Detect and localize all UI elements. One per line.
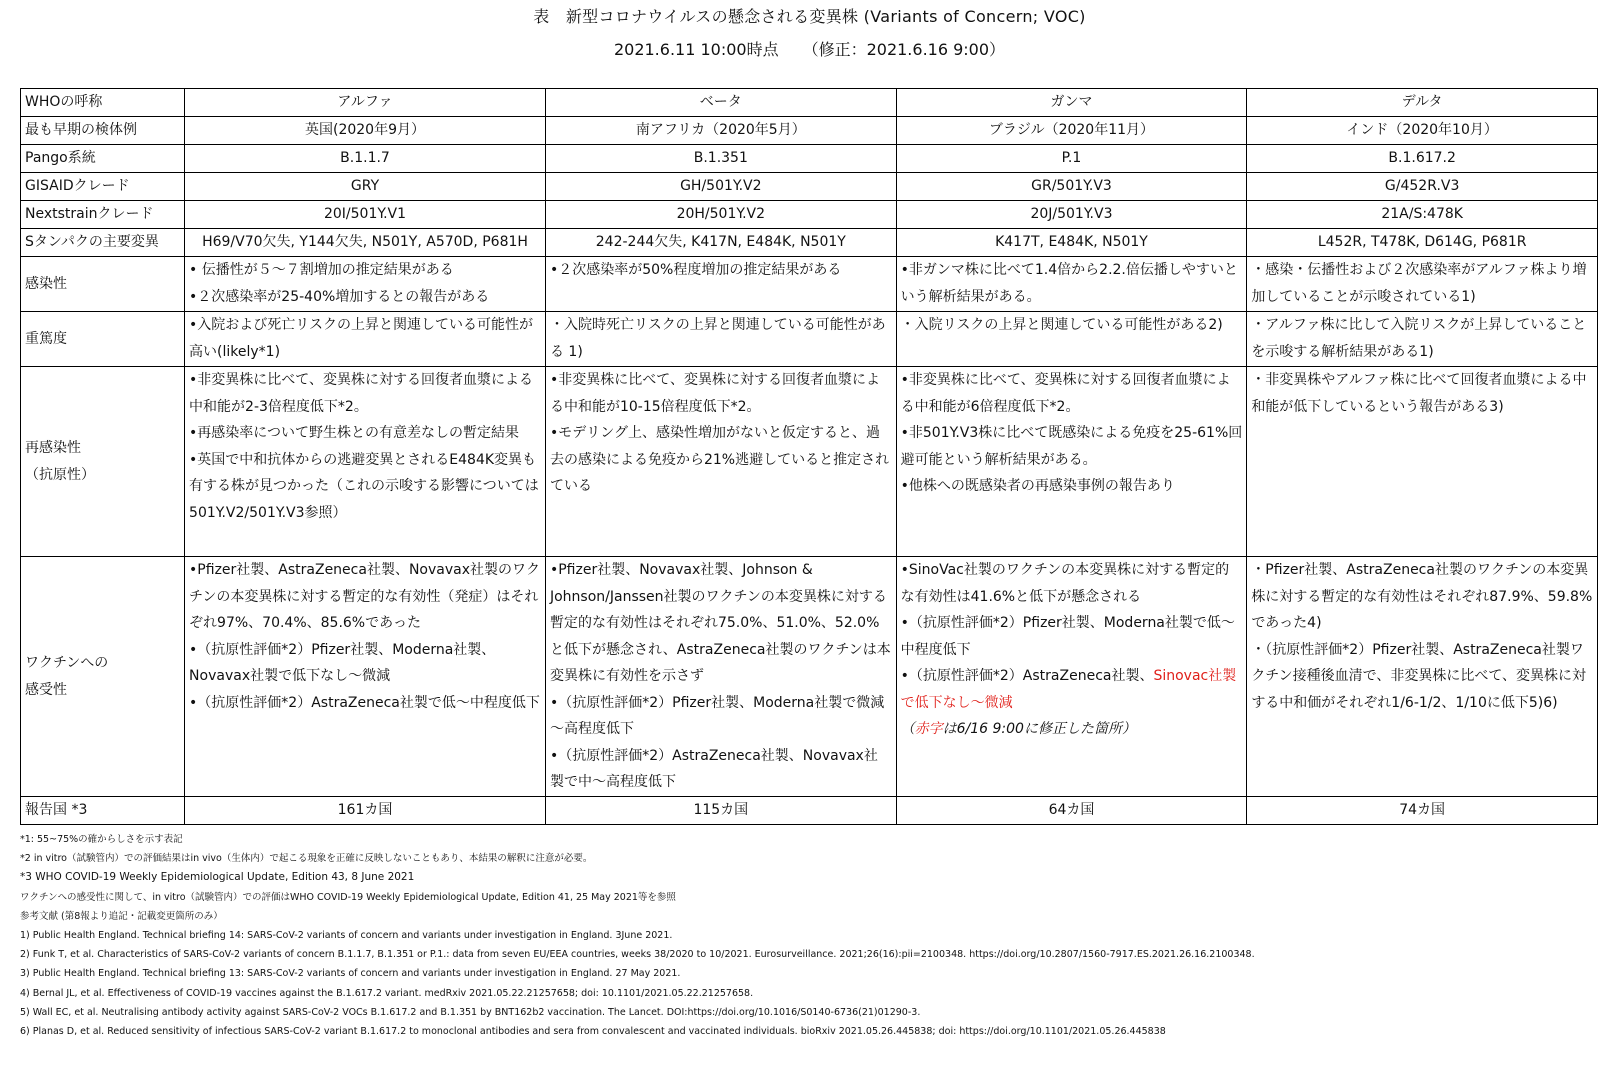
earliest-alpha: 英国(2020年9月） <box>185 117 546 145</box>
countries-gamma: 64カ国 <box>896 797 1247 825</box>
reference: 2) Funk T, et al. Characteristics of SARS-CoV-2 variants of concern B.1.1.7, B.1.351 or P.1.: data from seven EU/EEA countries, weeks 38/2020 to 10/2021. Eurosurveillance. 2021;26(16):pii=2100348. https://doi.org/10.2807/1560-7917.ES.2021.26.16.2100348. <box>20 949 1255 961</box>
row-header-gisaid: GISAIDクレード <box>21 173 185 201</box>
spike-beta: 242-244欠失, K417N, E484K, N501Y <box>545 229 896 257</box>
row-header-spike: Sタンパクの主要変異 <box>21 229 185 257</box>
reinfection-gamma-line: •他株への既感染者の再感染事例の報告あり <box>900 478 1175 494</box>
vaccine-gamma-line: •（抗原性評価*2）Pfizer社製、Moderna社製で低～中程度低下 <box>900 615 1235 658</box>
row-header-reinfection <box>21 367 185 557</box>
footnote: *2 in vitro（試験管内）での評価結果はin vivo（生体内）で起こる現象を正確に反映しないこともあり、本結果の解釈に注意が必要。 <box>20 853 593 865</box>
severity-alpha-line: •入院および死亡リスクの上昇と関連している可能性が高い(likely*1) <box>189 317 534 360</box>
nextstrain-delta: 21A/S:478K <box>1247 201 1598 229</box>
reinfection-beta <box>545 367 896 557</box>
severity-beta-line: ・入院時死亡リスクの上昇と関連している可能性がある 1) <box>549 317 886 360</box>
variant-name-gamma: ガンマ <box>896 89 1247 117</box>
vaccine-delta-line: ・（抗原性評価*2）Pfizer社製、AstraZeneca社製ワクチン接種後血清で、非変異株に比べて、変異株に対する中和価がそれぞれ1/6-1/2、1/10に低下5)6) <box>1251 641 1587 711</box>
infectivity-alpha <box>185 257 546 312</box>
row-header-vaccine-line1: ワクチンへの <box>25 654 109 671</box>
infectivity-gamma-line: •非ガンマ株に比べて1.4倍から2.2.倍伝播しやすいという解析結果がある。 <box>900 262 1238 305</box>
reinfection-delta <box>1247 367 1598 557</box>
spike-alpha: H69/V70欠失, Y144欠失, N501Y, A570D, P681H <box>185 229 546 257</box>
infectivity-gamma <box>896 257 1247 312</box>
table-row-nextstrain <box>21 201 1598 229</box>
countries-beta: 115カ国 <box>545 797 896 825</box>
nextstrain-beta: 20H/501Y.V2 <box>545 201 896 229</box>
gisaid-delta: G/452R.V3 <box>1247 173 1598 201</box>
table-row-spike <box>21 229 1598 257</box>
footnotes <box>20 830 1600 1041</box>
vaccine-beta-line: •Pfizer社製、Novavax社製、Johnson & Johnson/Janssen社製のワクチンの本変異株に対する暫定的な有効性はそれぞれ75.0%、51.0%、52.0%と低下が懸念され、AstraZeneca社製のワクチンは本変異株に有効性を示さず <box>549 562 891 684</box>
infectivity-beta-line: •２次感染率が50%程度増加の推定結果がある <box>549 262 842 278</box>
countries-alpha: 161カ国 <box>185 797 546 825</box>
earliest-gamma: ブラジル（2020年11月） <box>896 117 1247 145</box>
vaccine-gamma-line-corrected <box>901 663 1243 716</box>
pango-alpha: B.1.1.7 <box>185 145 546 173</box>
table-row-countries <box>21 797 1598 825</box>
row-header-earliest: 最も早期の検体例 <box>21 117 185 145</box>
severity-alpha <box>185 312 546 367</box>
spike-delta: L452R, T478K, D614G, P681R <box>1247 229 1598 257</box>
table-row-who-name <box>21 89 1598 117</box>
table-row-infectivity <box>21 257 1598 312</box>
vaccine-delta <box>1247 557 1598 797</box>
reinfection-gamma-line: •非変異株に比べて、変異株に対する回復者血漿による中和能が6倍程度低下*2。 <box>900 372 1231 415</box>
footnote: *1: 55~75%の確からしさを示す表記 <box>20 834 183 845</box>
reinfection-alpha-line: •再感染率について野生株との有意差なしの暫定結果 <box>189 425 520 441</box>
row-header-reinfection-line2: （抗原性） <box>25 466 95 483</box>
footnote: 参考文献 (第8報より追記・記載変更箇所のみ） <box>20 910 223 922</box>
reinfection-alpha-line: •英国で中和抗体からの逃避変異とされるE484K変異も有する株が見つかった（これの示唆する影響については501Y.V2/501Y.V3参照） <box>189 451 539 521</box>
reinfection-beta-line: •モデリング上、感染性増加がないと仮定すると、過去の感染による免疫から21%逃避していると推定されている <box>549 425 890 494</box>
reinfection-alpha-line: •非変異株に比べて、変異株に対する回復者血漿による中和能が2-3倍程度低下*2。 <box>189 372 534 415</box>
infectivity-alpha-line: •２次感染率が25-40%増加するとの報告がある <box>189 289 490 305</box>
table-row-pango <box>21 145 1598 173</box>
table-row-severity <box>21 312 1598 367</box>
table-row-reinfection <box>21 367 1598 557</box>
reference: 4) Bernal JL, et al. Effectiveness of COVID-19 vaccines against the B.1.617.2 variant. medRxiv 2021.05.22.21257658; doi: 10.1101/2021.05.22.21257658. <box>20 987 754 999</box>
pango-delta: B.1.617.2 <box>1247 145 1598 173</box>
gisaid-beta: GH/501Y.V2 <box>545 173 896 201</box>
vaccine-beta <box>545 557 896 797</box>
vaccine-alpha <box>185 557 546 797</box>
row-header-severity: 重篤度 <box>21 312 185 367</box>
vaccine-delta-line: ・Pfizer社製、AstraZeneca社製のワクチンの本変異株に対する暫定的な有効性はそれぞれ87.9%、59.8%であった4) <box>1251 562 1593 631</box>
reinfection-alpha <box>185 367 546 557</box>
reinfection-delta-line: ・非変異株やアルファ株に比べて回復者血漿による中和能が低下しているという報告がある3) <box>1251 372 1587 415</box>
row-header-vaccine <box>21 557 185 797</box>
severity-gamma <box>896 312 1247 367</box>
row-header-infectivity: 感染性 <box>21 257 185 312</box>
title-block <box>0 0 1619 60</box>
gisaid-gamma: GR/501Y.V3 <box>896 173 1247 201</box>
vaccine-gamma-line: •SinoVac社製のワクチンの本変異株に対する暫定的な有効性は41.6%と低下が懸念される <box>900 562 1230 605</box>
vaccine-beta-line: •（抗原性評価*2）AstraZeneca社製、Novavax社製で中～高程度低下 <box>549 747 878 790</box>
gisaid-alpha: GRY <box>185 173 546 201</box>
vaccine-gamma-line3-text: •（抗原性評価*2）AstraZeneca社製、 <box>900 668 1154 684</box>
variant-name-alpha: アルファ <box>185 89 546 117</box>
infectivity-delta-line: ・感染・伝播性および２次感染率がアルファ株より増加していることが示唆されている1) <box>1251 262 1587 305</box>
reinfection-beta-line: •非変異株に比べて、変異株に対する回復者血漿による中和能が10-15倍程度低下*2。 <box>549 372 880 415</box>
reference: 1) Public Health England. Technical briefing 14: SARS-CoV-2 variants of concern and variants under investigation in England. 3June 2021. <box>20 930 673 942</box>
vaccine-alpha-line: •Pfizer社製、AstraZeneca社製、Novavax社製のワクチンの本変異株に対する暫定的な有効性（発症）はそれぞれ97%、70.4%、85.6%であった <box>189 562 540 631</box>
vaccine-beta-line: •（抗原性評価*2）Pfizer社製、Moderna社製で微減～高程度低下 <box>549 694 885 737</box>
severity-beta <box>545 312 896 367</box>
severity-delta-line: ・アルファ株に比して入院リスクが上昇していることを示唆する解析結果がある1) <box>1251 317 1587 360</box>
page-subtitle: 2021.6.11 10:00時点 （修正：2021.6.16 9:00） <box>613 40 1006 59</box>
correction-note <box>901 716 1243 743</box>
infectivity-beta <box>545 257 896 312</box>
pango-beta: B.1.351 <box>545 145 896 173</box>
row-header-who-name: WHOの呼称 <box>21 89 185 117</box>
earliest-beta: 南アフリカ（2020年5月） <box>545 117 896 145</box>
footnote: *3 WHO COVID-19 Weekly Epidemiological Update, Edition 43, 8 June 2021 <box>20 871 415 884</box>
severity-delta <box>1247 312 1598 367</box>
row-header-countries: 報告国 *3 <box>21 797 185 825</box>
correction-note-red: 赤字 <box>914 721 943 737</box>
reference: 5) Wall EC, et al. Neutralising antibody activity against SARS-CoV-2 VOCs B.1.617.2 and B.1.351 by BNT162b2 vaccination. The Lancet. DOI:https://doi.org/10.1016/S0140-6736(21)01290-3. <box>20 1006 921 1018</box>
row-header-pango: Pango系統 <box>21 145 185 173</box>
correction-note-rest: は6/16 9:00に修正した箇所） <box>942 721 1136 737</box>
countries-delta: 74カ国 <box>1247 797 1598 825</box>
table-row-earliest <box>21 117 1598 145</box>
nextstrain-alpha: 20I/501Y.V1 <box>185 201 546 229</box>
pango-gamma: P.1 <box>896 145 1247 173</box>
reinfection-gamma-line: •非501Y.V3株に比べて既感染による免疫を25-61%回避可能という解析結果がある。 <box>900 425 1243 468</box>
table-row-gisaid <box>21 173 1598 201</box>
vaccine-alpha-line: •（抗原性評価*2）AstraZeneca社製で低～中程度低下 <box>189 694 540 711</box>
footnote: ワクチンへの感受性に関して、in vitro（試験管内）での評価はWHO COVID-19 Weekly Epidemiological Update, Edition 41, 25 May 2021等を参照 <box>20 891 676 903</box>
reference: 6) Planas D, et al. Reduced sensitivity of infectious SARS-CoV-2 variant B.1.617.2 to monoclonal antibodies and sera from convalescent and vaccinated individuals. bioRxiv 2021.05.26.445838; doi: https://doi.org/10.1101/2021.05.26.445838 <box>20 1026 1166 1038</box>
correction-red-text: Sinovac社製で低下なし～微減 <box>900 668 1237 711</box>
nextstrain-gamma: 20J/501Y.V3 <box>896 201 1247 229</box>
reference: 3) Public Health England. Technical briefing 13: SARS-CoV-2 variants of concern and variants under investigation in England. 27 May 2021. <box>20 968 681 980</box>
severity-gamma-line: ・入院リスクの上昇と関連している可能性がある2) <box>900 317 1223 333</box>
infectivity-alpha-line: • 伝播性が５～７割増加の推定結果がある <box>189 262 454 278</box>
table-row-vaccine <box>21 557 1598 797</box>
correction-note-open: （ <box>900 721 915 737</box>
row-header-reinfection-line1: 再感染性 <box>25 439 81 456</box>
variant-name-delta: デルタ <box>1247 89 1598 117</box>
reinfection-gamma <box>896 367 1247 557</box>
row-header-vaccine-line2: 感受性 <box>25 681 67 698</box>
infectivity-delta <box>1247 257 1598 312</box>
variants-table <box>20 88 1598 825</box>
earliest-delta: インド（2020年10月） <box>1247 117 1598 145</box>
variant-name-beta: ベータ <box>545 89 896 117</box>
vaccine-gamma <box>896 557 1247 797</box>
vaccine-alpha-line: •（抗原性評価*2）Pfizer社製、Moderna社製、Novavax社製で低下なし～微減 <box>189 641 496 684</box>
page-title: 表 新型コロナウイルスの懸念される変異株 (Variants of Concern; VOC) <box>533 7 1086 26</box>
row-header-nextstrain: Nextstrainクレード <box>21 201 185 229</box>
spike-gamma: K417T, E484K, N501Y <box>896 229 1247 257</box>
